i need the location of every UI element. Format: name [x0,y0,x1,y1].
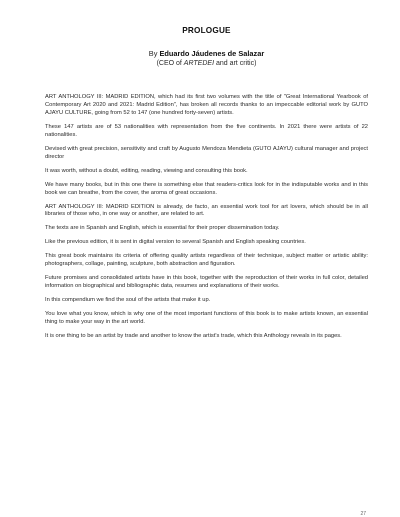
paragraph: Devised with great precision, sensitivity and craft by Augusto Mendoza Mendieta (GUTO AJAYU) cultural manager and project director [45,145,368,160]
paragraph: ART ANTHOLOGY III: MADRID EDITION is already, de facto, an essential work tool for art lovers, which should be in all libraries of those who, in one way or another, are related to art. [45,203,368,218]
byline-prefix: By [148,49,160,58]
paragraph: ART ANTHOLOGY III: MADRID EDITION, which had its first two volumes with the title of "Great International Yearbook of Contemporary Art 2020 and 2021: Madrid Edition", has broken all records thanks to an impeccable editorial work by GUTO AJAYU CULTURE, going from 52 to 147 (one hundred forty-seven) artists. [45,94,368,116]
paragraph: These 147 artists are of 53 nationalities with representation from the five continents. In 2021 there were artists of 22 nationalities. [45,123,368,138]
paragraph: Future promises and consolidated artists have in this book, together with the reproduction of their works in full color, detailed information on biographical and bibliographic data, resumes and explanations of their works. [45,275,368,290]
paragraph: It was worth, without a doubt, editing, reading, viewing and consulting this book. [45,167,248,174]
role-close: and art critic) [214,60,257,67]
author-name: Eduardo Jáudenes de Salazar [159,49,265,58]
role-open: (CEO of [156,60,184,67]
paragraph: The texts are in Spanish and English, which is essential for their proper dissemination today. [45,225,280,232]
body-text [45,94,368,341]
author-role [45,59,368,69]
paragraph: Like the previous edition, it is sent in digital version to several Spanish and English speaking countries. [45,239,306,246]
paragraph: We have many books, but in this one there is something else that readers-critics look for in the indisputable works and in this book we can breathe, from the cover, the aroma of great occasions. [45,181,368,196]
byline [45,49,368,59]
paragraph: It is one thing to be an artist by trade and another to know the artist's trade, which this Anthology reveals in its pages. [45,333,342,340]
role-organization: ARTEDEI [183,60,215,67]
page-title: PROLOGUE [182,26,231,35]
page-number: 27 [360,511,366,517]
paragraph: In this compendium we find the soul of the artists that make it up. [45,297,211,304]
paragraph: This great book maintains its criteria of offering quality artists regardless of their technique, subject matter or artistic ability: photographers, collage, painting, sculpture, both abstraction and figuration. [45,253,368,268]
document-page [45,26,368,347]
paragraph: You love what you know, which is why one of the most important functions of this book is to make artists known, an essential thing to make your way in the art world. [45,311,368,326]
